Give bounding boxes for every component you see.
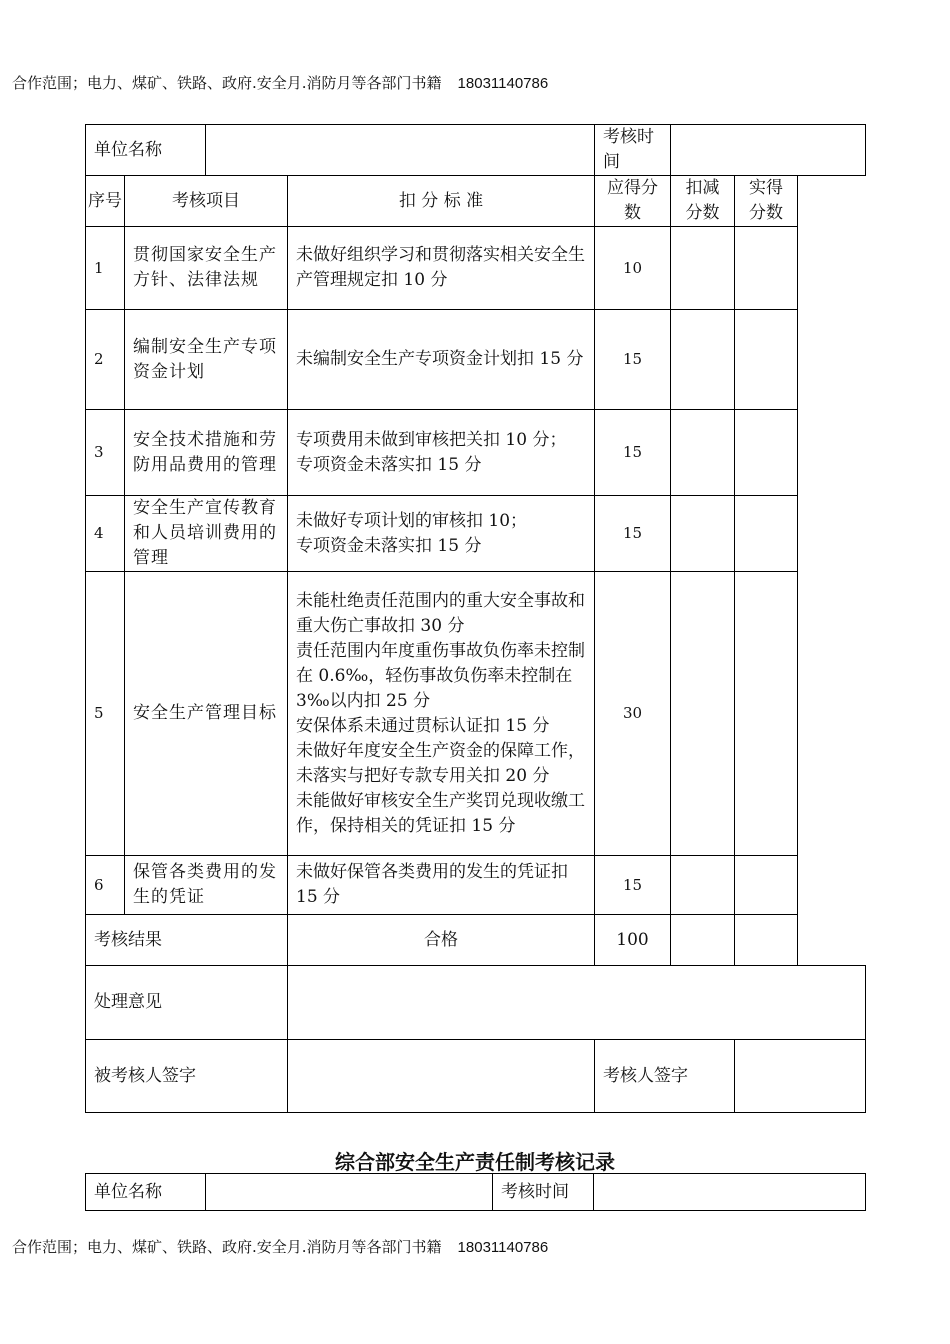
row-seq: 2 — [86, 310, 125, 410]
assessor-signature-label: 考核人签字 — [595, 1040, 735, 1113]
standard-line: 未能做好审核安全生产奖罚兑现收缴工作，保持相关的凭证扣 15 分 — [296, 790, 585, 836]
row-score: 15 — [595, 496, 671, 572]
opinion-label: 处理意见 — [86, 966, 288, 1040]
row-seq: 6 — [86, 856, 125, 915]
row-item: 安全技术措施和劳防用品费用的管理 — [125, 410, 288, 496]
row-actual[interactable] — [735, 496, 798, 572]
row-seq: 5 — [86, 572, 125, 856]
row-deducted[interactable] — [671, 310, 735, 410]
col-header-item: 考核项目 — [125, 176, 288, 227]
row-actual[interactable] — [735, 227, 798, 310]
row-score: 15 — [595, 856, 671, 915]
assess-time-field[interactable] — [671, 125, 866, 176]
standard-line: 未做好年度安全生产资金的保障工作，未落实与把好专款专用关扣 20 分 — [296, 740, 585, 786]
opinion-row — [86, 966, 866, 1040]
standard-line: 未做好专项计划的审核扣 10； — [296, 510, 528, 531]
col-header-seq: 序号 — [86, 176, 125, 227]
standard-line: 专项资金未落实扣 15 分 — [296, 535, 482, 556]
row-deducted[interactable] — [671, 496, 735, 572]
row-actual[interactable] — [735, 410, 798, 496]
result-row — [86, 915, 866, 966]
row-seq: 3 — [86, 410, 125, 496]
assess-time-label: 考核时间 — [595, 125, 671, 176]
row-standard — [288, 496, 595, 572]
table-row — [86, 496, 866, 572]
footer-phone: 18031140786 — [457, 1239, 549, 1256]
opinion-field[interactable] — [288, 966, 866, 1040]
col-header-standard: 扣 分 标 准 — [288, 176, 595, 227]
col-header-deducted: 扣减分数 — [671, 176, 735, 227]
row-standard — [288, 856, 595, 915]
assessee-signature-field[interactable] — [288, 1040, 595, 1113]
assessor-signature-field[interactable] — [735, 1040, 866, 1113]
row-score: 15 — [595, 310, 671, 410]
row-actual[interactable] — [735, 572, 798, 856]
table-row — [86, 856, 866, 915]
row-deducted[interactable] — [671, 227, 735, 310]
unit-info-row — [86, 1174, 866, 1211]
assess-time-label: 考核时间 — [493, 1174, 594, 1211]
standard-line: 专项资金未落实扣 15 分 — [296, 454, 482, 475]
row-item: 安全生产宣传教育和人员培训费用的管理 — [125, 496, 288, 572]
table-row — [86, 410, 866, 496]
result-value: 合格 — [288, 915, 595, 966]
unit-name-label: 单位名称 — [86, 125, 206, 176]
column-header-row — [86, 176, 866, 227]
row-item: 安全生产管理目标 — [125, 572, 288, 856]
unit-name-field[interactable] — [206, 125, 595, 176]
result-total: 100 — [595, 915, 671, 966]
page-footer — [12, 1236, 548, 1257]
row-actual[interactable] — [735, 310, 798, 410]
signature-row — [86, 1040, 866, 1113]
standard-line: 未做好保管各类费用的发生的凭证扣 15 分 — [296, 862, 568, 907]
unit-info-row — [86, 125, 866, 176]
row-score: 10 — [595, 227, 671, 310]
second-record-table — [85, 1173, 866, 1211]
result-label: 考核结果 — [86, 915, 288, 966]
unit-name-label: 单位名称 — [86, 1174, 206, 1211]
row-standard — [288, 572, 595, 856]
standard-line: 安保体系未通过贯标认证扣 15 分 — [296, 715, 550, 736]
assess-time-field[interactable] — [594, 1174, 866, 1211]
standard-line: 未编制安全生产专项资金计划扣 15 分 — [296, 349, 584, 369]
row-standard — [288, 310, 595, 410]
row-item: 编制安全生产专项资金计划 — [125, 310, 288, 410]
standard-line: 责任范围内年度重伤事故负伤率未控制在 0.6‰，轻伤事故负伤率未控制在 3‰以内扣 25 分 — [296, 640, 585, 711]
table-row — [86, 227, 866, 310]
row-standard — [288, 227, 595, 310]
unit-name-field[interactable] — [206, 1174, 493, 1211]
result-actual[interactable] — [735, 915, 798, 966]
table-row — [86, 310, 866, 410]
standard-line: 未能杜绝责任范围内的重大安全事故和重大伤亡事故扣 30 分 — [296, 590, 585, 636]
row-item: 保管各类费用的发生的凭证 — [125, 856, 288, 915]
row-item: 贯彻国家安全生产方针、法律法规 — [125, 227, 288, 310]
row-score: 15 — [595, 410, 671, 496]
row-standard — [288, 410, 595, 496]
row-deducted[interactable] — [671, 572, 735, 856]
header-phone: 18031140786 — [457, 75, 549, 92]
second-record-title: 综合部安全生产责任制考核记录 — [335, 1150, 615, 1174]
col-header-due-score: 应得分数 — [595, 176, 671, 227]
row-seq: 4 — [86, 496, 125, 572]
row-deducted[interactable] — [671, 410, 735, 496]
row-score: 30 — [595, 572, 671, 856]
standard-line: 专项费用未做到审核把关扣 10 分； — [296, 429, 567, 450]
result-deducted[interactable] — [671, 915, 735, 966]
row-actual[interactable] — [735, 856, 798, 915]
page-header — [12, 72, 548, 93]
footer-text: 合作范围；电力、煤矿、铁路、政府.安全月.消防月等各部门书籍 — [12, 1238, 442, 1256]
row-seq: 1 — [86, 227, 125, 310]
table-row — [86, 572, 866, 856]
row-deducted[interactable] — [671, 856, 735, 915]
assessment-table — [85, 124, 866, 1113]
header-text: 合作范围；电力、煤矿、铁路、政府.安全月.消防月等各部门书籍 — [12, 74, 442, 92]
assessee-signature-label: 被考核人签字 — [86, 1040, 288, 1113]
standard-line: 未做好组织学习和贯彻落实相关安全生产管理规定扣 10 分 — [296, 245, 585, 290]
col-header-actual: 实得分数 — [735, 176, 798, 227]
